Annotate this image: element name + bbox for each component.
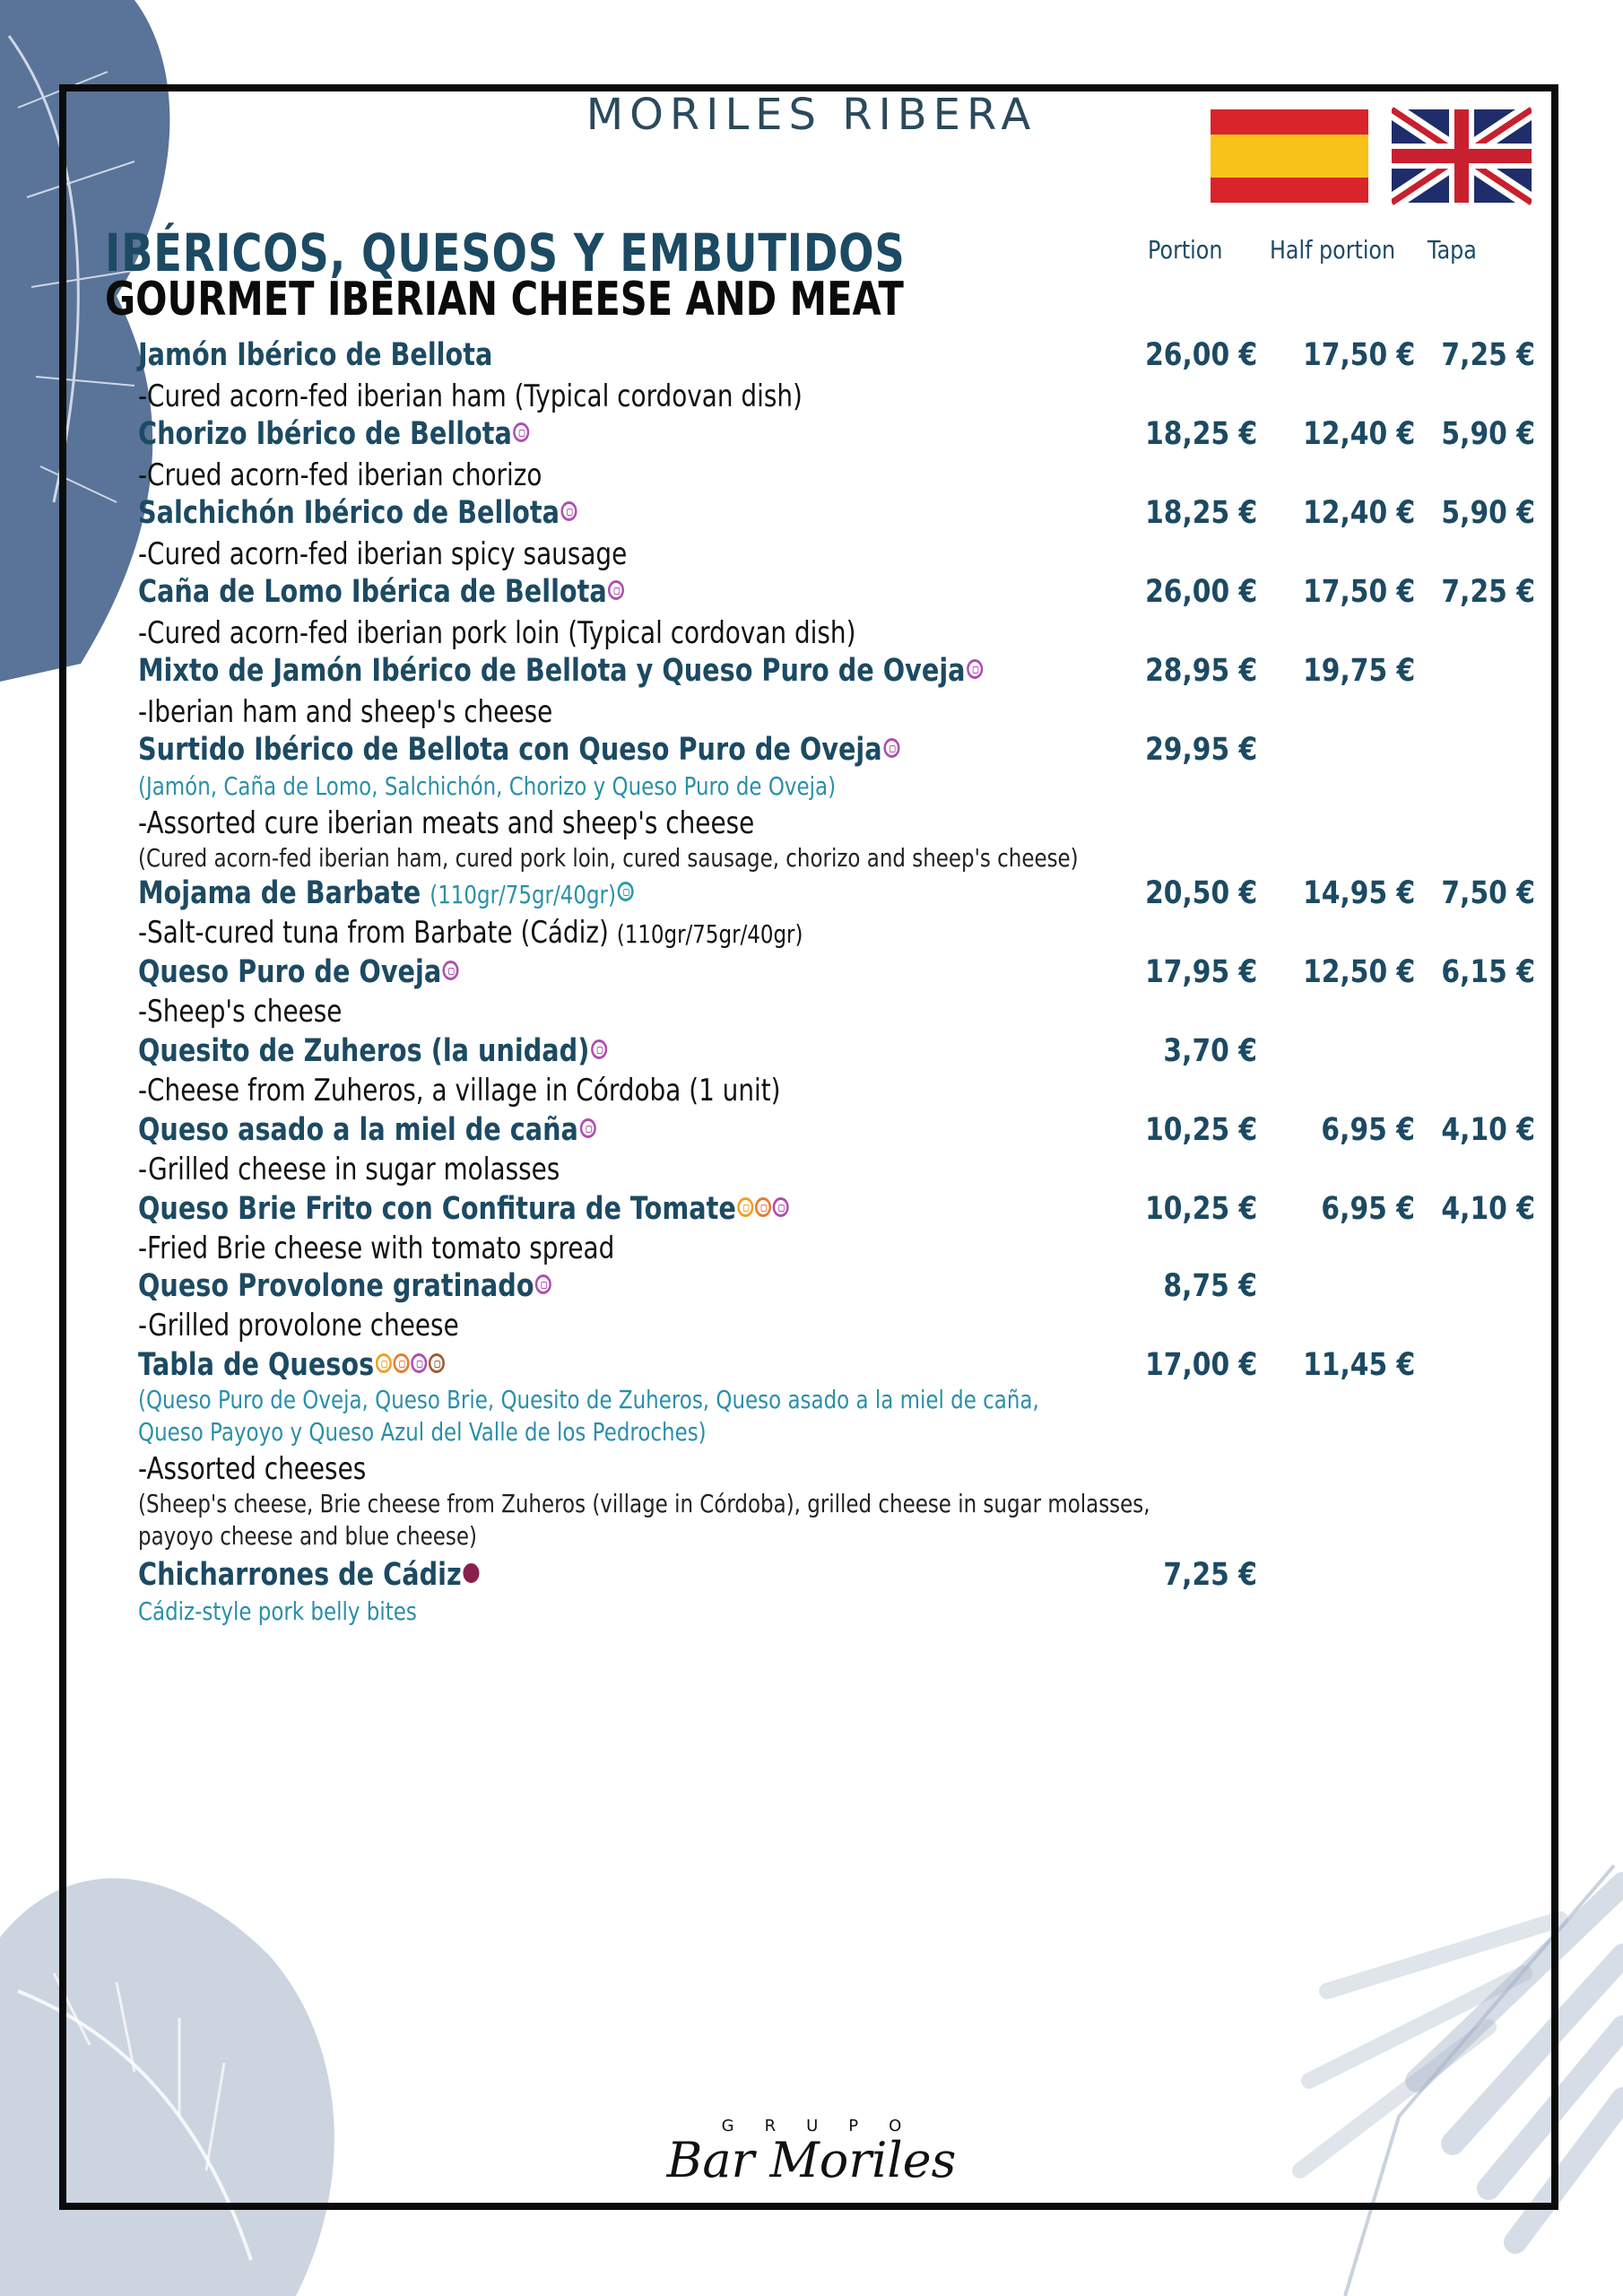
menu-item-description: -Grilled provolone cheese xyxy=(138,1308,459,1344)
price-tapa: 5,90 € xyxy=(1441,495,1535,531)
menu-item-description: -Cured acorn-fed iberian pork loin (Typical cordovan dish) xyxy=(138,615,856,651)
price-half-portion: 17,50 € xyxy=(1302,574,1415,610)
price-tapa: 7,50 € xyxy=(1441,875,1535,911)
menu-item-description: -Assorted cheeses xyxy=(138,1451,367,1487)
price-portion: 20,50 € xyxy=(1144,875,1257,911)
price-portion: 8,75 € xyxy=(1163,1268,1257,1304)
price-half-portion: 12,40 € xyxy=(1302,495,1415,531)
allergen-sulphites-icon xyxy=(463,1563,479,1583)
allergen-milk-icon xyxy=(513,422,529,442)
footer-logo-script: Bar Moriles xyxy=(666,2132,957,2188)
price-portion: 17,95 € xyxy=(1144,954,1257,990)
allergen-milk-icon xyxy=(608,580,624,600)
menu-item-note-en: (Sheep's cheese, Brie cheese from Zuheros (village in Córdoba), grilled cheese in sugar molasses, xyxy=(138,1489,1150,1518)
allergen-fish-icon xyxy=(618,882,634,901)
menu-item-name: Mojama de Barbate (110gr/75gr/40gr) xyxy=(138,875,634,911)
price-portion: 7,25 € xyxy=(1163,1557,1257,1593)
menu-item-note-es: (Jamón, Caña de Lomo, Salchichón, Chorizo y Queso Puro de Oveja) xyxy=(138,771,837,801)
menu-item-name: Jamón Ibérico de Bellota xyxy=(138,337,493,373)
allergen-milk-icon xyxy=(591,1039,607,1059)
price-portion: 26,00 € xyxy=(1144,337,1257,373)
allergen-egg-icon xyxy=(393,1353,409,1373)
menu-item-name: Queso asado a la miel de caña xyxy=(138,1112,596,1148)
price-tapa: 4,10 € xyxy=(1441,1112,1535,1148)
allergen-nuts-icon xyxy=(429,1353,445,1373)
menu-item-name: Salchichón Ibérico de Bellota xyxy=(138,495,577,531)
price-tapa: 7,25 € xyxy=(1441,574,1535,610)
allergen-milk-icon xyxy=(967,659,983,679)
allergen-egg-icon xyxy=(755,1197,771,1217)
menu-item-note-en: (Cured acorn-fed iberian ham, cured pork loin, cured sausage, chorizo and sheep's cheese) xyxy=(138,843,1079,873)
price-half-portion: 12,40 € xyxy=(1302,416,1415,452)
menu-item-note-en: Cádiz-style pork belly bites xyxy=(138,1596,417,1626)
menu-item-description: -Crued acorn-fed iberian chorizo xyxy=(138,457,542,493)
allergen-milk-icon xyxy=(411,1353,427,1373)
menu-item-name: Chicharrones de Cádiz xyxy=(138,1557,479,1593)
section-title-es: IBÉRICOS, QUESOS Y EMBUTIDOS xyxy=(105,222,906,283)
price-half-portion: 6,95 € xyxy=(1321,1112,1415,1148)
menu-item-description: -Iberian ham and sheep's cheese xyxy=(138,694,553,730)
allergen-gluten-icon xyxy=(737,1197,753,1217)
menu-item-name: Queso Puro de Oveja xyxy=(138,954,459,990)
price-portion: 18,25 € xyxy=(1144,416,1257,452)
menu-item-name: Quesito de Zuheros (la unidad) xyxy=(138,1033,607,1069)
price-tapa: 6,15 € xyxy=(1441,954,1535,990)
allergen-milk-icon xyxy=(535,1274,551,1294)
menu-item-note-en: payoyo cheese and blue cheese) xyxy=(138,1521,477,1551)
menu-item-name: Chorizo Ibérico de Bellota xyxy=(138,416,530,452)
column-header-portion: Portion xyxy=(1148,235,1223,265)
uk-flag-icon[interactable] xyxy=(1392,106,1532,206)
allergen-milk-icon xyxy=(883,738,899,758)
allergen-milk-icon xyxy=(580,1118,596,1138)
menu-item-name: Surtido Ibérico de Bellota con Queso Puro de Oveja xyxy=(138,732,899,768)
column-header-tapa: Tapa xyxy=(1428,235,1477,265)
price-half-portion: 19,75 € xyxy=(1302,653,1415,689)
price-tapa: 7,25 € xyxy=(1441,337,1535,373)
menu-item-description: -Sheep's cheese xyxy=(138,994,343,1030)
price-portion: 17,00 € xyxy=(1144,1347,1257,1383)
price-half-portion: 11,45 € xyxy=(1302,1347,1415,1383)
menu-item-name: Tabla de Quesos xyxy=(138,1347,445,1383)
price-portion: 10,25 € xyxy=(1144,1112,1257,1148)
price-portion: 29,95 € xyxy=(1144,732,1257,768)
price-half-portion: 6,95 € xyxy=(1321,1191,1415,1227)
menu-item-note-es: Queso Payoyo y Queso Azul del Valle de los Pedroches) xyxy=(138,1417,707,1447)
footer-logo xyxy=(0,2117,1623,2188)
price-portion: 3,70 € xyxy=(1163,1033,1257,1069)
menu-item-description: -Salt-cured tuna from Barbate (Cádiz) (110gr/75gr/40gr) xyxy=(138,915,803,951)
price-half-portion: 17,50 € xyxy=(1302,337,1415,373)
menu-item-description: -Cured acorn-fed iberian spicy sausage xyxy=(138,536,628,572)
allergen-milk-icon xyxy=(443,961,459,980)
footer-logo-grupo: GRUPO xyxy=(721,2117,933,2135)
price-portion: 10,25 € xyxy=(1144,1191,1257,1227)
menu-item-name: Caña de Lomo Ibérica de Bellota xyxy=(138,574,624,610)
menu-item-description: -Assorted cure iberian meats and sheep's cheese xyxy=(138,805,755,841)
allergen-milk-icon xyxy=(561,501,577,521)
menu-item-description: -Fried Brie cheese with tomato spread xyxy=(138,1231,615,1266)
column-header-half-portion: Half portion xyxy=(1270,235,1396,265)
menu-item-note-es: (Queso Puro de Oveja, Queso Brie, Quesito de Zuheros, Queso asado a la miel de caña, xyxy=(138,1385,1039,1414)
allergen-milk-icon xyxy=(773,1197,789,1217)
menu-item-name: Queso Brie Frito con Confitura de Tomate xyxy=(138,1191,789,1227)
menu-item-description: -Cured acorn-fed iberian ham (Typical cordovan dish) xyxy=(138,378,803,414)
price-portion: 26,00 € xyxy=(1144,574,1257,610)
spain-flag-icon[interactable] xyxy=(1209,106,1370,206)
price-tapa: 4,10 € xyxy=(1441,1191,1535,1227)
section-title-en: GOURMET IBERIAN CHEESE AND MEAT xyxy=(105,273,904,326)
allergen-gluten-icon xyxy=(376,1353,392,1373)
menu-item-name: Queso Provolone gratinado xyxy=(138,1268,551,1304)
price-half-portion: 14,95 € xyxy=(1302,875,1415,911)
price-portion: 18,25 € xyxy=(1144,495,1257,531)
brand-name: MORILES RIBERA xyxy=(586,90,1037,140)
menu-item-name: Mixto de Jamón Ibérico de Bellota y Queso Puro de Oveja xyxy=(138,653,983,689)
menu-item-description: -Grilled cheese in sugar molasses xyxy=(138,1152,560,1187)
price-portion: 28,95 € xyxy=(1144,653,1257,689)
menu-item-description: -Cheese from Zuheros, a village in Córdoba (1 unit) xyxy=(138,1073,781,1109)
price-tapa: 5,90 € xyxy=(1441,416,1535,452)
price-half-portion: 12,50 € xyxy=(1302,954,1415,990)
